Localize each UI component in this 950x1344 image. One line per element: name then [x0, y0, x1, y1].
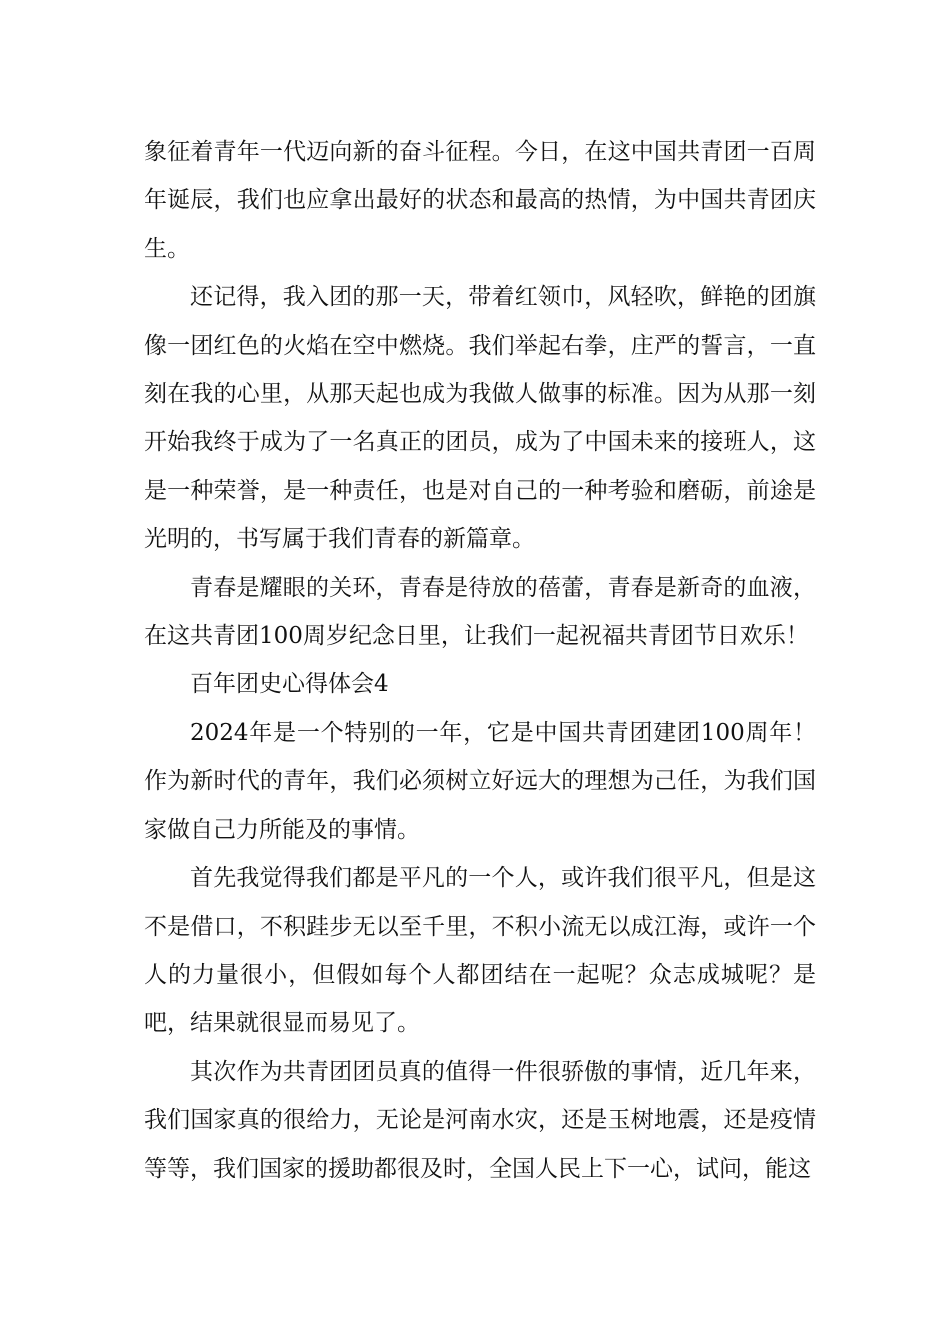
document-body [144, 128, 816, 1193]
paragraph: 首先我觉得我们都是平凡的一个人，或许我们很平凡，但是这不是借口，不积跬步无以至千里，不积小流无以成江海，或许一个人的力量很小，但假如每个人都团结在一起呢？众志成城呢？是吧，结果就很显而易见了。 [144, 865, 816, 1037]
paragraph-continuation: 象征着青年一代迈向新的奋斗征程。今日，在这中国共青团一百周年诞辰，我们也应拿出最好的状态和最高的热情，为中国共青团庆生。 [144, 139, 816, 262]
paragraph: 青春是耀眼的关环，青春是待放的蓓蕾，青春是新奇的血液，在这共青团100周岁纪念日里，让我们一起祝福共青团节日欢乐！ [144, 574, 816, 650]
paragraph: 2024年是一个特别的一年，它是中国共青团建团100周年！作为新时代的青年，我们必须树立好远大的理想为己任，为我们国家做自己力所能及的事情。 [144, 719, 816, 843]
section-heading: 百年团史心得体会4 [190, 671, 389, 698]
paragraph: 其次作为共青团团员真的值得一件很骄傲的事情，近几年来，我们国家真的很给力，无论是河南水灾，还是玉树地震，还是疫情等等，我们国家的援助都很及时，全国人民上下一心，试问，能这 [144, 1058, 816, 1182]
paragraph: 还记得，我入团的那一天，带着红领巾，风轻吹，鲜艳的团旗像一团红色的火焰在空中燃烧。我们举起右拳，庄严的誓言，一直刻在我的心里，从那天起也成为我做人做事的标准。因为从那一刻开始我终于成为了一名真正的团员，成为了中国未来的接班人，这是一种荣誉，是一种责任，也是对自己的一种考验和磨砺，前途是光明的，书写属于我们青春的新篇章。 [144, 284, 816, 553]
